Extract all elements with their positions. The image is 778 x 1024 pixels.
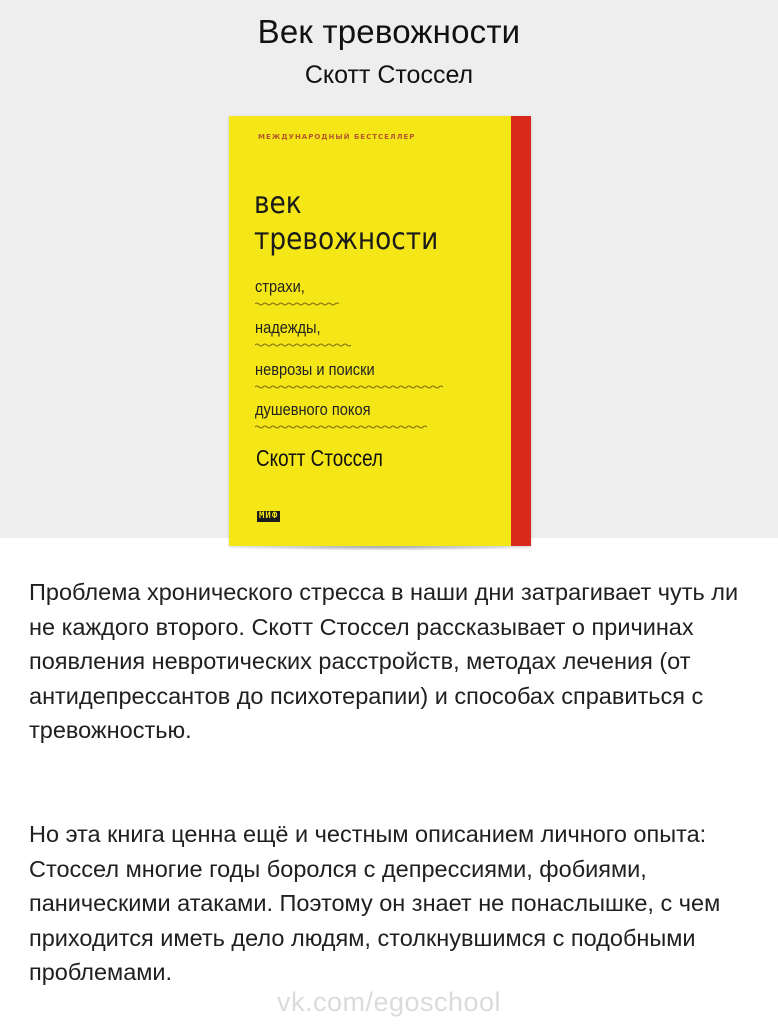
book-spine bbox=[511, 116, 531, 546]
description-text: Проблема хронического стресса в наши дни затрагивает чуть ли не каждого второго. Скотт Стоссел рассказывает о причинах появления невротических расстройств, методах лечения (от антидепрессантов до психотерапии) и способах справиться с тревожностью. bbox=[29, 579, 739, 743]
book-cover-title bbox=[254, 186, 438, 258]
wavy-underline-decoration bbox=[255, 343, 351, 347]
publisher-logo: МИФ bbox=[259, 511, 279, 521]
page-title: Век тревожности bbox=[257, 13, 521, 50]
book-cover-title-line2: тревожности bbox=[254, 222, 439, 257]
book-cover-subtitle-line4: душевного покоя bbox=[255, 400, 371, 419]
wavy-underline-decoration bbox=[255, 302, 339, 306]
book-cover-subtitle-line1: страхи, bbox=[255, 277, 305, 296]
watermark: vk.com/egoschool bbox=[276, 987, 502, 1017]
book-cover bbox=[229, 116, 531, 546]
book-cover-author: Скотт Стоссел bbox=[256, 445, 383, 471]
page-author: Скотт Стоссел bbox=[304, 61, 474, 89]
description-text: Но эта книга ценна ещё и честным описанием личного опыта: Стоссел многие годы боролся с депрессиями, фобиями, паническими атаками. Поэтому он знает не понаслышке, с чем приходится иметь дело людям, столкнувшимся с подобными проблемами. bbox=[29, 821, 721, 985]
book-cover-subtitle-line3: неврозы и поиски bbox=[255, 360, 375, 379]
book-cover-title-line1: век bbox=[254, 186, 302, 221]
description-paragraph-2 bbox=[29, 817, 759, 990]
wavy-underline-decoration bbox=[255, 385, 443, 389]
bestseller-badge: МЕЖДУНАРОДНЫЙ БЕСТСЕЛЛЕР bbox=[258, 133, 416, 141]
description-paragraph-1 bbox=[29, 575, 759, 748]
book-cover-subtitle-line2: надежды, bbox=[255, 318, 321, 337]
wavy-underline-decoration bbox=[255, 425, 427, 429]
